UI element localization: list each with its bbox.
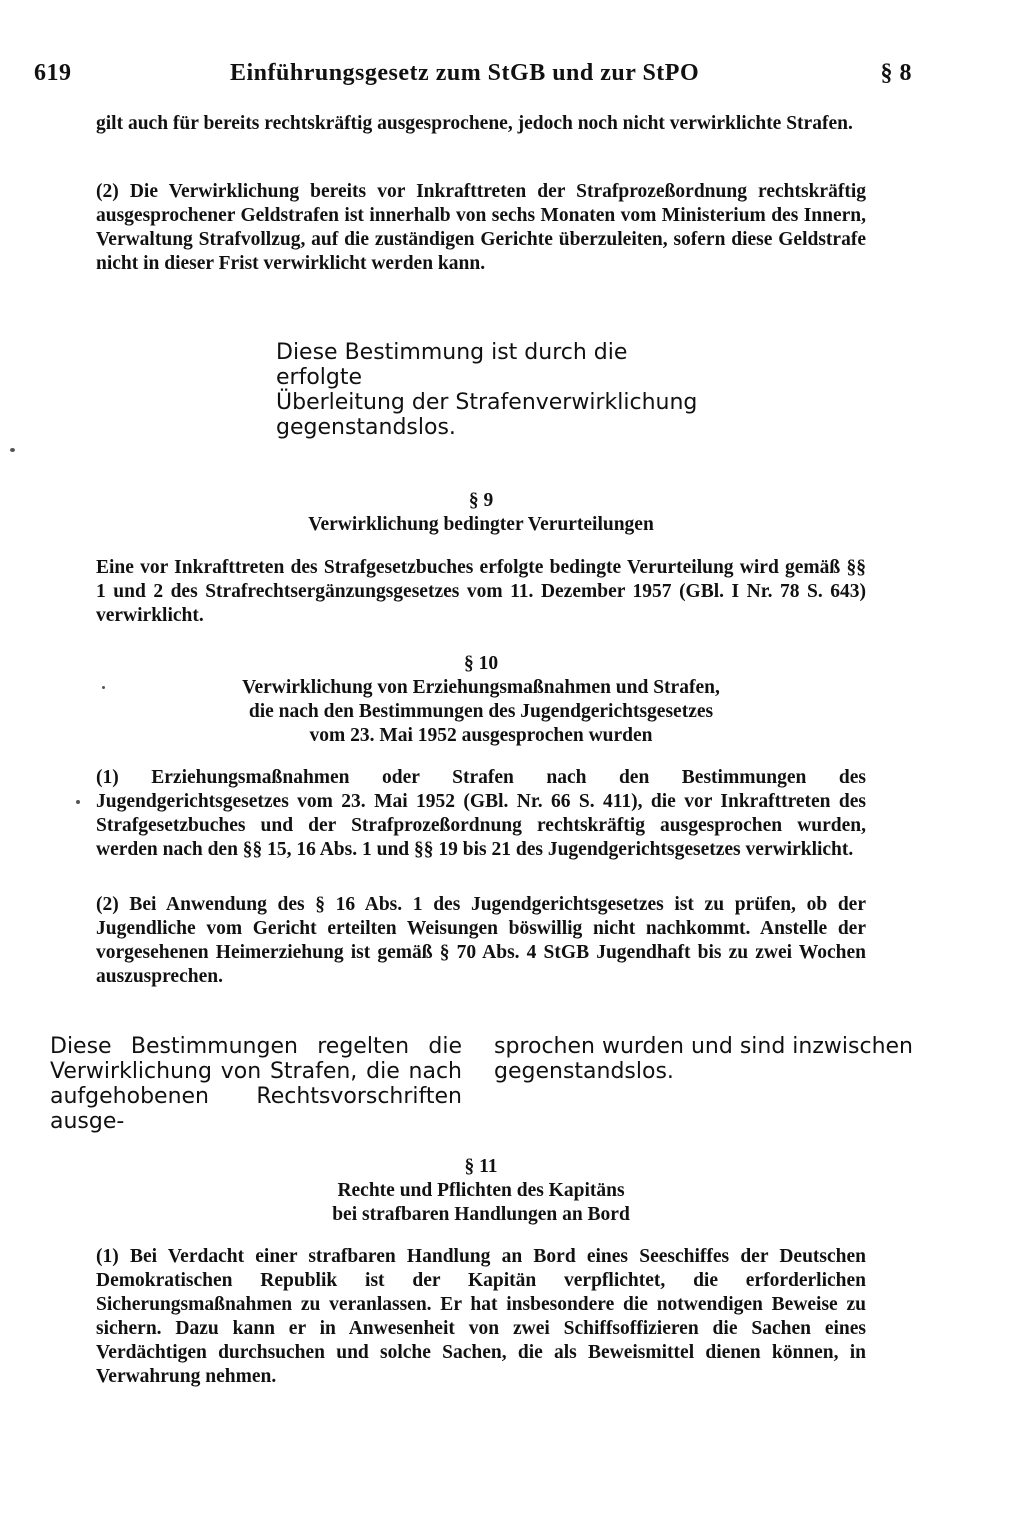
section-number: § 11: [464, 1156, 498, 1177]
scan-speck: [10, 448, 15, 452]
sec11-para1: (1) Bei Verdacht einer strafbaren Handlung an Bord eines Seeschiffes der Deutschen Demokratischen Republik ist der Kapitän verpflichtet, die erforderlichen Sicherungsmaßnahmen zu veranlassen. Er hat insbesondere die notwendigen Beweise zu sichern. Dazu kann er in Anwesenheit von zwei Schiffsoffizieren die Sachen eines Verdächtigen durchsuchen und solche Sachen, die als Beweismittel dienen können, in Verwahrung nehmen.: [96, 1246, 866, 1387]
scan-speck: [102, 686, 105, 689]
sec10-commentary-right: sprochen wurden und sind inzwischen gegenstandslos.: [494, 1034, 913, 1084]
sec10-para2: (2) Bei Anwendung des § 16 Abs. 1 des Jugendgerichtsgesetzes ist zu prüfen, ob der Jugendliche vom Gericht erteilten Weisungen böswillig nicht nachkommt. Anstelle der vorgesehenen Heimerziehung ist gemäß § 70 Abs. 4 StGB Jugendhaft bis zu zwei Wochen auszusprechen.: [96, 894, 866, 987]
section-title-line: bei strafbaren Handlungen an Bord: [332, 1204, 630, 1225]
running-section: § 8: [880, 60, 912, 86]
commentary-line: gegenstandslos.: [276, 415, 456, 440]
section-title: Verwirklichung bedingter Verurteilungen: [308, 514, 654, 535]
sec9-heading: [96, 489, 866, 537]
sec11-heading: [96, 1155, 866, 1227]
sec8-para2: (2) Die Verwirklichung bereits vor Inkrafttreten der Strafprozeßordnung rechtskräftig ausgesprochener Geldstrafen ist innerhalb von sechs Monaten vom Ministerium des Innern, Verwaltung Strafvollzug, auf die zuständigen Gerichte überzuleiten, sofern diese Geldstrafe nicht in dieser Frist verwirklicht werden kann.: [96, 181, 866, 274]
sec10-commentary-left: Diese Bestimmungen regelten die Verwirklichung von Strafen, die nach aufgehobenen Rechtsvorschriften ausge-: [50, 1034, 462, 1134]
scan-speck: [76, 800, 80, 804]
section-title-line: vom 23. Mai 1952 ausgesprochen wurden: [309, 725, 653, 746]
section-title-line: Verwirklichung von Erziehungsmaßnahmen und Strafen,: [242, 677, 720, 698]
sec9-text: Eine vor Inkrafttreten des Strafgesetzbuches erfolgte bedingte Verurteilung wird gemäß §§ 1 und 2 des Strafrechtsergänzungsgesetzes vom 11. Dezember 1957 (GBl. I Nr. 78 S. 643) verwirklicht.: [96, 557, 866, 626]
running-title: Einführungsgesetz zum StGB und zur StPO: [230, 60, 700, 86]
section-title-line: Rechte und Pflichten des Kapitäns: [337, 1180, 625, 1201]
page-header: [34, 60, 912, 94]
commentary-line: Diese Bestimmung ist durch die erfolgte: [276, 340, 628, 390]
sec8-continuation: gilt auch für bereits rechtskräftig ausgesprochene, jedoch noch nicht verwirklichte Strafen.: [96, 113, 853, 134]
page-number: 619: [34, 60, 72, 86]
section-number: § 9: [468, 490, 494, 511]
sec8-commentary: [276, 340, 716, 440]
sec10-heading: [96, 652, 866, 748]
commentary-line: Überleitung der Strafenverwirklichung: [276, 390, 698, 415]
section-number: § 10: [463, 653, 499, 674]
section-title-line: die nach den Bestimmungen des Jugendgerichtsgesetzes: [248, 701, 714, 722]
sec10-para1: (1) Erziehungsmaßnahmen oder Strafen nach den Bestimmungen des Jugendgerichtsgesetzes vom 23. Mai 1952 (GBl. Nr. 66 S. 411), die vor Inkrafttreten des Strafgesetzbuches und der Strafprozeßordnung rechtskräftig ausgesprochen wurden, werden nach den §§ 15, 16 Abs. 1 und §§ 19 bis 21 des Jugendgerichtsgesetzes verwirklicht.: [96, 767, 866, 860]
